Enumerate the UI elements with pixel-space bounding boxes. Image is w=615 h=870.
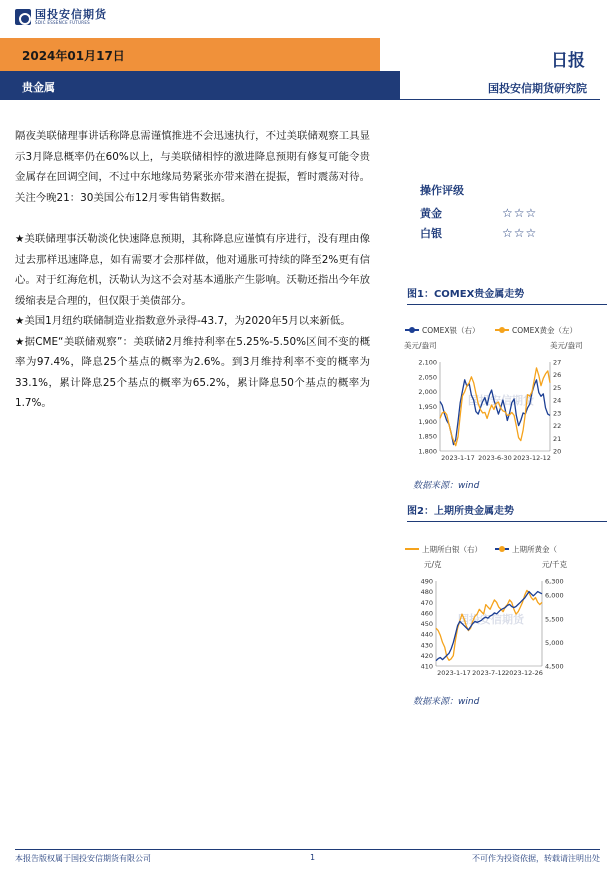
legend-label-sh-gold: 上期所黄金（ (512, 545, 557, 554)
report-category: 贵金属 (22, 81, 55, 94)
logo-name-en: SDIC ESSENCE FUTURES (35, 20, 91, 25)
legend-label-sh-silver: 上期所白银（右） (422, 545, 482, 554)
footer-copyright: 本报告版权属于国投安信期货有限公司 (15, 854, 151, 863)
legend-marker-gold (499, 327, 505, 333)
figure1-unit-left: 美元/盎司 (404, 341, 437, 350)
y-tick-label-right: 21 (553, 434, 562, 443)
y-tick-label-left: 1,800 (418, 447, 437, 456)
y-tick-label-right: 26 (553, 371, 562, 380)
y-tick-label-left: 480 (420, 588, 433, 597)
figure2-legend (405, 544, 557, 554)
figure2-source: 数据来源：wind (413, 697, 480, 707)
company-logo (15, 9, 107, 25)
y-tick-label-right: 6,000 (545, 591, 564, 600)
rating-name: 黄金 (420, 207, 442, 220)
logo-name-cn: 国投安信期货 (35, 8, 107, 21)
figure1-unit-right: 美元/盎司 (550, 341, 583, 350)
operation-rating (420, 182, 570, 243)
series-line-0 (440, 380, 550, 445)
y-tick-label-right: 5,000 (545, 638, 564, 647)
x-tick-label: 2023-12-12 (513, 454, 551, 462)
legend-marker-sh-gold (499, 546, 505, 552)
y-tick-label-left: 1,900 (418, 417, 437, 426)
news-paragraph-waller: ★美联储理事沃勒淡化快速降息预期，其称降息应谨慎有序进行，没有理由像过去那样迅速降息，如有需要才会那样做，他对通胀可持续的降至2%更有信心。对于红海危机，沃勒认为这不会对基本通胀产生影响。沃勒还指出今年放缓缩表是合理的，但仅限于美债部分。 (15, 233, 370, 307)
news-paragraph-ny-fed: ★美国1月纽约联储制造业指数意外录得-43.7，为2020年5月以来新低。 (15, 315, 351, 327)
footer-divider (15, 849, 600, 850)
summary-paragraph: 隔夜美联储理事讲话称降息需谨慎推进不会迅速执行，不过美联储观察工具显示3月降息概率仍在60%以上，与美联储相悖的激进降息预期有修复可能令贵金属存在回调空间，不过中东地缘局势紧张亦带来潜在提振，暂时震荡对待。关注今晚21：30美国公布12月零售销售数据。 (15, 130, 370, 204)
y-tick-label-left: 430 (420, 641, 433, 650)
y-tick-label-right: 5,500 (545, 615, 564, 624)
y-tick-label-right: 22 (553, 422, 562, 431)
rating-name: 白银 (420, 227, 442, 240)
y-tick-label-left: 2,100 (418, 358, 437, 367)
report-type: 日报 (551, 51, 585, 71)
legend-label-gold: COMEX黄金（左） (512, 326, 577, 335)
y-tick-label-right: 27 (553, 358, 562, 367)
category-banner (0, 71, 400, 100)
research-institute: 国投安信期货研究院 (488, 82, 587, 95)
report-date: 2024年01月17日 (22, 49, 125, 63)
y-tick-label-left: 470 (420, 598, 433, 607)
y-tick-label-left: 490 (420, 577, 433, 586)
rating-row-silver (420, 223, 570, 243)
rating-stars: ☆☆☆ (502, 206, 538, 220)
rating-title: 操作评级 (420, 184, 464, 197)
header-divider (400, 99, 600, 100)
figure1-chart (400, 318, 605, 468)
y-tick-label-right: 4,500 (545, 662, 564, 671)
x-tick-label: 2023-6-30 (478, 454, 512, 462)
x-tick-label: 2023-1-17 (441, 454, 475, 462)
y-tick-label-right: 23 (553, 409, 562, 418)
main-text (15, 126, 370, 414)
legend-marker-silver (409, 327, 415, 333)
figure2-chart (400, 537, 605, 687)
figure1-watermark: 国投安信期货 (468, 394, 534, 407)
figure2-title: 图2：上期所贵金属走势 (407, 502, 607, 522)
y-tick-label-left: 460 (420, 609, 433, 618)
logo-mark-icon (15, 9, 31, 25)
figure1-title: 图1：COMEX贵金属走势 (407, 285, 607, 305)
y-tick-label-left: 450 (420, 620, 433, 628)
figure2-unit-right: 元/千克 (542, 560, 568, 569)
y-tick-label-left: 1,950 (418, 403, 437, 411)
x-tick-label: 2023-1-17 (437, 669, 471, 677)
rating-row-gold (420, 203, 570, 223)
y-tick-label-right: 6,300 (545, 577, 564, 586)
figure1-legend (405, 325, 577, 335)
series-line-1 (436, 592, 542, 661)
footer-disclaimer: 不可作为投资依据，转载请注明出处 (472, 854, 600, 863)
page-number: 1 (310, 853, 316, 862)
y-tick-label-left: 2,000 (418, 388, 437, 397)
y-tick-label-left: 1,850 (418, 432, 437, 441)
y-tick-label-right: 24 (553, 396, 562, 405)
figure2-watermark: 国投安信期货 (458, 613, 524, 626)
y-tick-label-left: 410 (420, 662, 433, 671)
rating-stars: ☆☆☆ (502, 226, 538, 240)
y-tick-label-left: 2,050 (418, 373, 437, 382)
y-tick-label-left: 420 (420, 651, 433, 660)
figure2-unit-left: 元/克 (424, 560, 442, 569)
news-paragraph-cme: ★据CME“美联储观察”：美联储2月维持利率在5.25%-5.50%区间不变的概率为97.4%，降息25个基点的概率为2.6%。到3月维持利率不变的概率为33.1%，累计降息25个基点的概率为65.2%，累计降息50个基点的概率为1.7%。 (15, 335, 370, 409)
figure1-source: 数据来源：wind (413, 481, 480, 491)
y-tick-label-left: 440 (420, 630, 433, 639)
x-tick-label: 2023-12-26 (505, 669, 543, 677)
x-tick-label: 2023-7-12 (472, 669, 506, 677)
legend-label-silver: COMEX银（右） (422, 326, 480, 335)
y-tick-label-right: 25 (553, 383, 562, 392)
y-tick-label-right: 20 (553, 447, 562, 456)
